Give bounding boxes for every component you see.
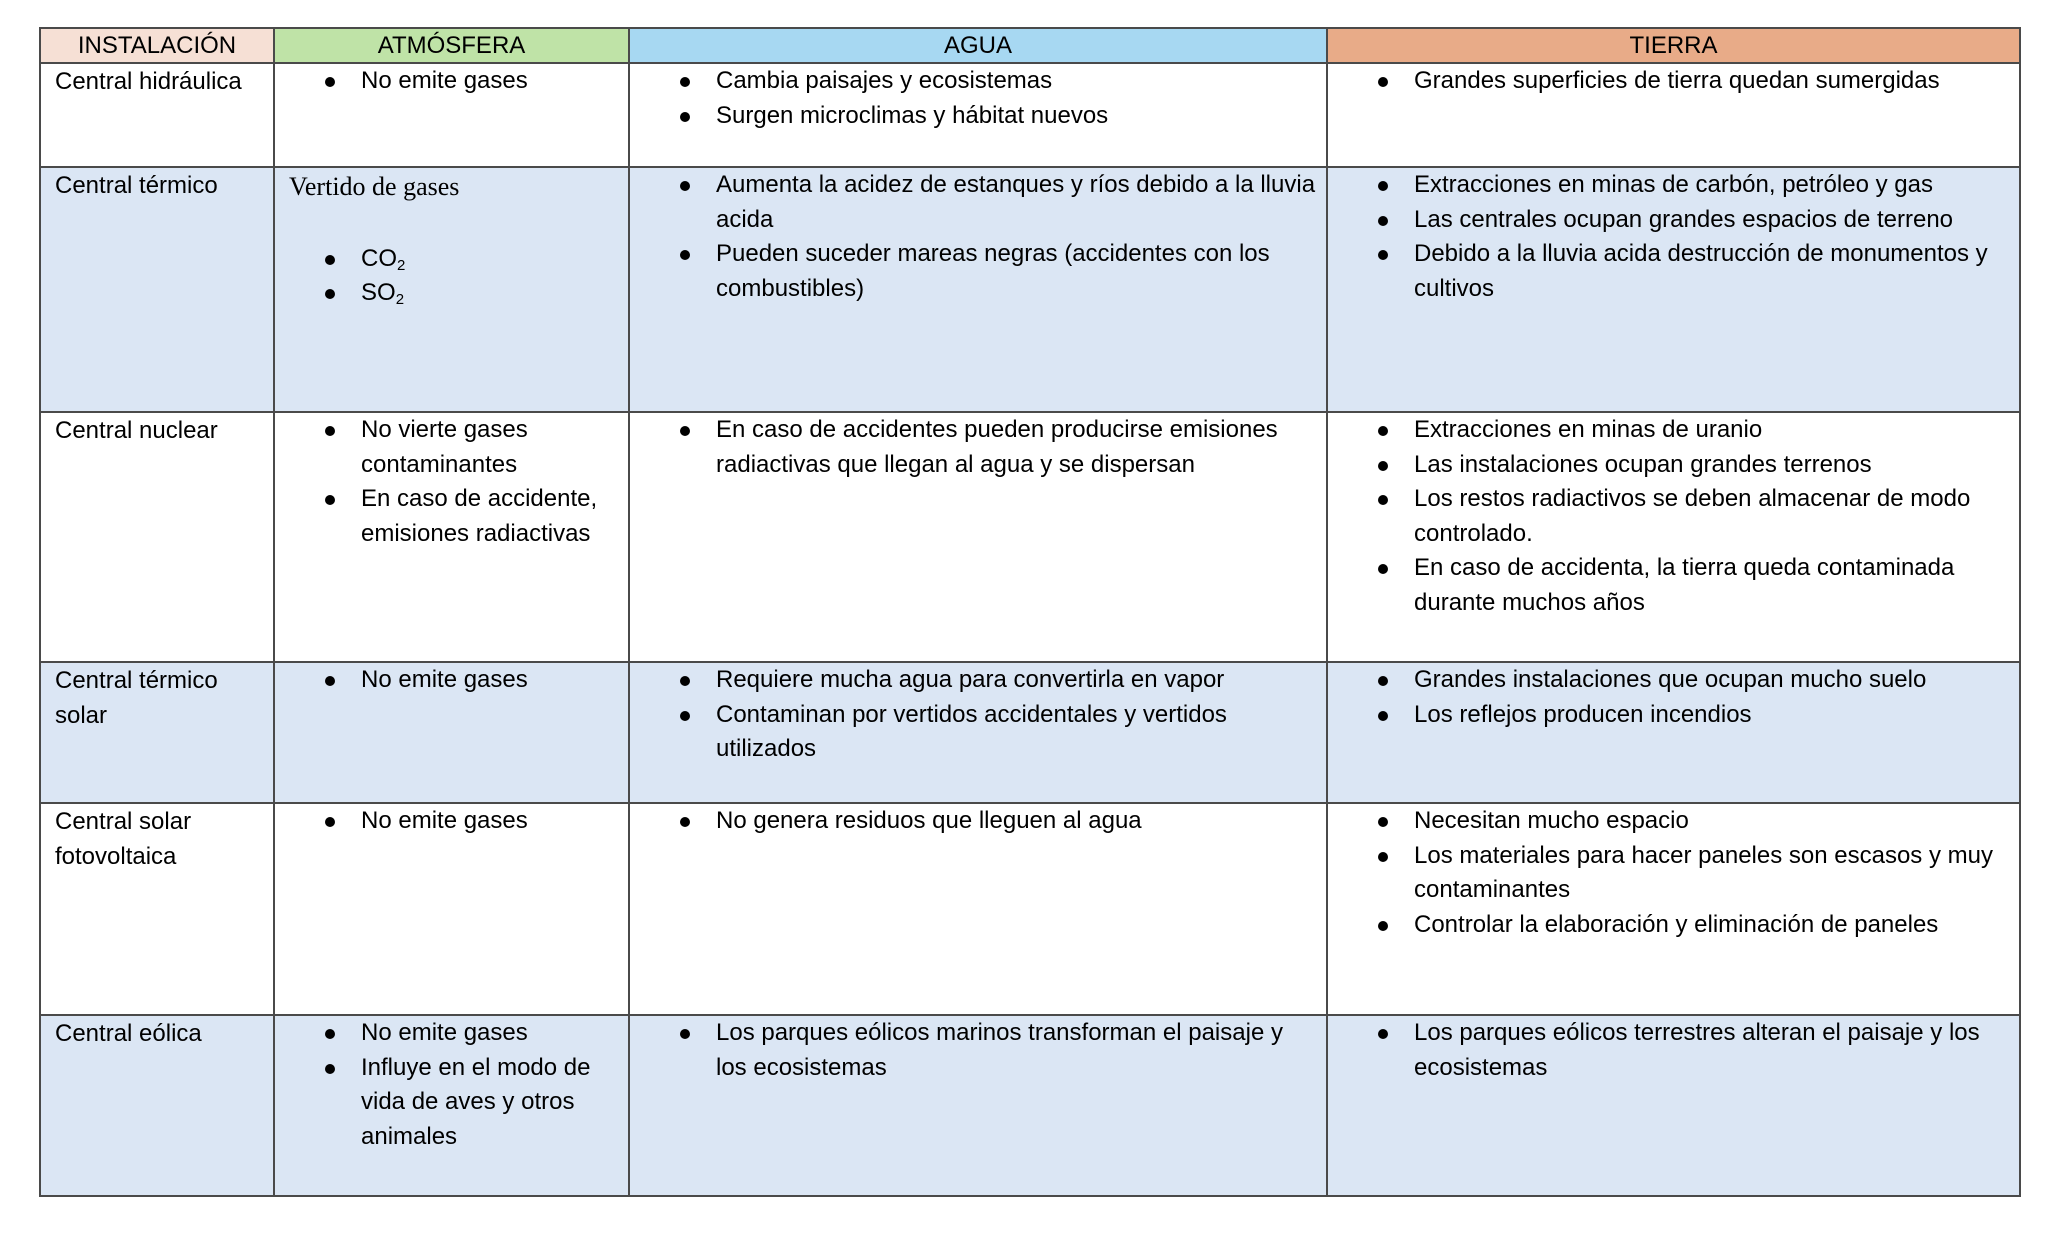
list-item: En caso de accidente, emisiones radiactivas <box>361 482 618 551</box>
list-item: No emite gases <box>361 804 618 839</box>
cell-instalacion <box>40 803 274 1015</box>
bullet-icon <box>1378 216 1388 226</box>
bullet-icon <box>1378 426 1388 436</box>
cell-agua <box>629 1015 1327 1196</box>
instalacion-name: Central térmico <box>55 172 218 199</box>
list-item: Surgen microclimas y hábitat nuevos <box>716 99 1316 134</box>
list-item: Grandes instalaciones que ocupan mucho suelo <box>1414 663 2009 698</box>
table-row-eolica <box>40 1015 2020 1196</box>
cell-tierra <box>1327 63 2020 167</box>
impact-table <box>39 27 2021 1197</box>
list-item <box>361 242 618 277</box>
bullet-list <box>275 413 628 551</box>
cell-agua <box>629 662 1327 803</box>
list-item: Controlar la elaboración y eliminación de paneles <box>1414 908 2009 943</box>
cell-atmosfera <box>274 412 629 662</box>
bullet-list <box>1328 64 2019 99</box>
cell-tierra <box>1327 803 2020 1015</box>
list-item: Los reflejos producen incendios <box>1414 698 2009 733</box>
bullet-icon <box>1378 461 1388 471</box>
bullet-list <box>630 804 1326 839</box>
bullet-list <box>630 64 1326 133</box>
cell-instalacion <box>40 167 274 412</box>
gas-formula: $CO_2$ <box>361 244 406 274</box>
cell-agua <box>629 167 1327 412</box>
cell-atmosfera <box>274 662 629 803</box>
instalacion-name: Central hidráulica <box>55 68 242 95</box>
bullet-icon <box>1378 921 1388 931</box>
bullet-icon <box>1378 77 1388 87</box>
list-item: En caso de accidentes pueden producirse emisiones radiactivas que llegan al agua y se dispersan <box>716 413 1316 482</box>
cell-instalacion <box>40 63 274 167</box>
list-item: Extracciones en minas de uranio <box>1414 413 2009 448</box>
bullet-list <box>275 804 628 839</box>
list-item: Pueden suceder mareas negras (accidentes con los combustibles) <box>716 237 1316 306</box>
cell-instalacion <box>40 1015 274 1196</box>
gas-formula: $SO_2$ <box>361 279 405 308</box>
bullet-icon <box>325 495 335 505</box>
list-item: Contaminan por vertidos accidentales y vertidos utilizados <box>716 698 1316 767</box>
bullet-icon <box>1378 711 1388 721</box>
bullet-icon <box>680 817 690 827</box>
cell-tierra <box>1327 167 2020 412</box>
list-item: No emite gases <box>361 1016 618 1051</box>
bullet-icon <box>1378 495 1388 505</box>
bullet-icon <box>1378 181 1388 191</box>
cell-atmosfera <box>274 1015 629 1196</box>
bullet-list <box>1328 663 2019 732</box>
bullet-icon <box>680 1029 690 1039</box>
bullet-icon <box>680 676 690 686</box>
cell-atmosfera <box>274 167 629 412</box>
bullet-icon <box>325 77 335 87</box>
list-item: Influye en el modo de vida de aves y otros animales <box>361 1051 618 1155</box>
bullet-list <box>630 663 1326 767</box>
cell-instalacion <box>40 412 274 662</box>
cell-tierra <box>1327 662 2020 803</box>
bullet-list <box>1328 413 2019 620</box>
cell-atmosfera <box>274 803 629 1015</box>
gas-list <box>275 242 628 311</box>
list-item: Aumenta la acidez de estanques y ríos debido a la lluvia acida <box>716 168 1316 237</box>
instalacion-name: Central eólica <box>55 1020 202 1047</box>
list-item: Las centrales ocupan grandes espacios de terreno <box>1414 203 2009 238</box>
list-item: Los materiales para hacer paneles son escasos y muy contaminantes <box>1414 839 2009 908</box>
cell-agua <box>629 803 1327 1015</box>
bullet-icon <box>1378 817 1388 827</box>
bullet-icon <box>680 77 690 87</box>
bullet-icon <box>1378 564 1388 574</box>
bullet-list <box>275 663 628 698</box>
bullet-list <box>630 1016 1326 1085</box>
bullet-icon <box>680 250 690 260</box>
bullet-icon <box>325 1064 335 1074</box>
list-item: Cambia paisajes y ecosistemas <box>716 64 1316 99</box>
atmosfera-heading: Vertido de gases <box>289 172 460 201</box>
bullet-icon <box>325 1029 335 1039</box>
header-agua: AGUA <box>629 28 1327 63</box>
bullet-icon <box>680 181 690 191</box>
table-row-termico <box>40 167 2020 412</box>
bullet-icon <box>325 255 335 265</box>
bullet-list <box>1328 804 2019 942</box>
list-item: No emite gases <box>361 64 618 99</box>
bullet-list <box>1328 168 2019 306</box>
header-tierra: TIERRA <box>1327 28 2020 63</box>
cell-tierra <box>1327 412 2020 662</box>
cell-instalacion <box>40 662 274 803</box>
instalacion-name: Central nuclear <box>55 417 218 444</box>
bullet-list <box>630 413 1326 482</box>
list-item: Grandes superficies de tierra quedan sumergidas <box>1414 64 2009 99</box>
bullet-list <box>630 168 1326 306</box>
instalacion-name: Central solar fotovoltaica <box>55 808 192 870</box>
bullet-icon <box>325 676 335 686</box>
list-item: No emite gases <box>361 663 618 698</box>
bullet-icon <box>1378 852 1388 862</box>
bullet-icon <box>325 289 335 299</box>
table-row-hidraulica <box>40 63 2020 167</box>
bullet-list <box>1328 1016 2019 1085</box>
bullet-icon <box>1378 676 1388 686</box>
bullet-icon <box>1378 1029 1388 1039</box>
bullet-icon <box>1378 250 1388 260</box>
list-item: En caso de accidenta, la tierra queda contaminada durante muchos años <box>1414 551 2009 620</box>
list-item: No genera residuos que lleguen al agua <box>716 804 1316 839</box>
list-item: No vierte gases contaminantes <box>361 413 618 482</box>
list-item: Los restos radiactivos se deben almacenar de modo controlado. <box>1414 482 2009 551</box>
cell-atmosfera <box>274 63 629 167</box>
table-row-fotovoltaica <box>40 803 2020 1015</box>
header-row <box>40 28 2020 63</box>
list-item <box>361 276 618 311</box>
list-item: Necesitan mucho espacio <box>1414 804 2009 839</box>
list-item: Los parques eólicos marinos transforman el paisaje y los ecosistemas <box>716 1016 1316 1085</box>
header-atmosfera: ATMÓSFERA <box>274 28 629 63</box>
list-item: Debido a la lluvia acida destrucción de monumentos y cultivos <box>1414 237 2009 306</box>
bullet-icon <box>680 426 690 436</box>
list-item: Requiere mucha agua para convertirla en vapor <box>716 663 1316 698</box>
bullet-list <box>275 64 628 99</box>
cell-agua <box>629 63 1327 167</box>
list-item: Extracciones en minas de carbón, petróleo y gas <box>1414 168 2009 203</box>
bullet-icon <box>680 112 690 122</box>
cell-agua <box>629 412 1327 662</box>
table-row-termico-solar <box>40 662 2020 803</box>
bullet-icon <box>325 426 335 436</box>
instalacion-name: Central térmico solar <box>55 667 218 729</box>
list-item: Las instalaciones ocupan grandes terrenos <box>1414 448 2009 483</box>
list-item: Los parques eólicos terrestres alteran el paisaje y los ecosistemas <box>1414 1016 2009 1085</box>
cell-tierra <box>1327 1015 2020 1196</box>
bullet-icon <box>680 711 690 721</box>
bullet-icon <box>325 817 335 827</box>
header-instalacion: INSTALACIÓN <box>40 28 274 63</box>
bullet-list <box>275 1016 628 1154</box>
table-row-nuclear <box>40 412 2020 662</box>
